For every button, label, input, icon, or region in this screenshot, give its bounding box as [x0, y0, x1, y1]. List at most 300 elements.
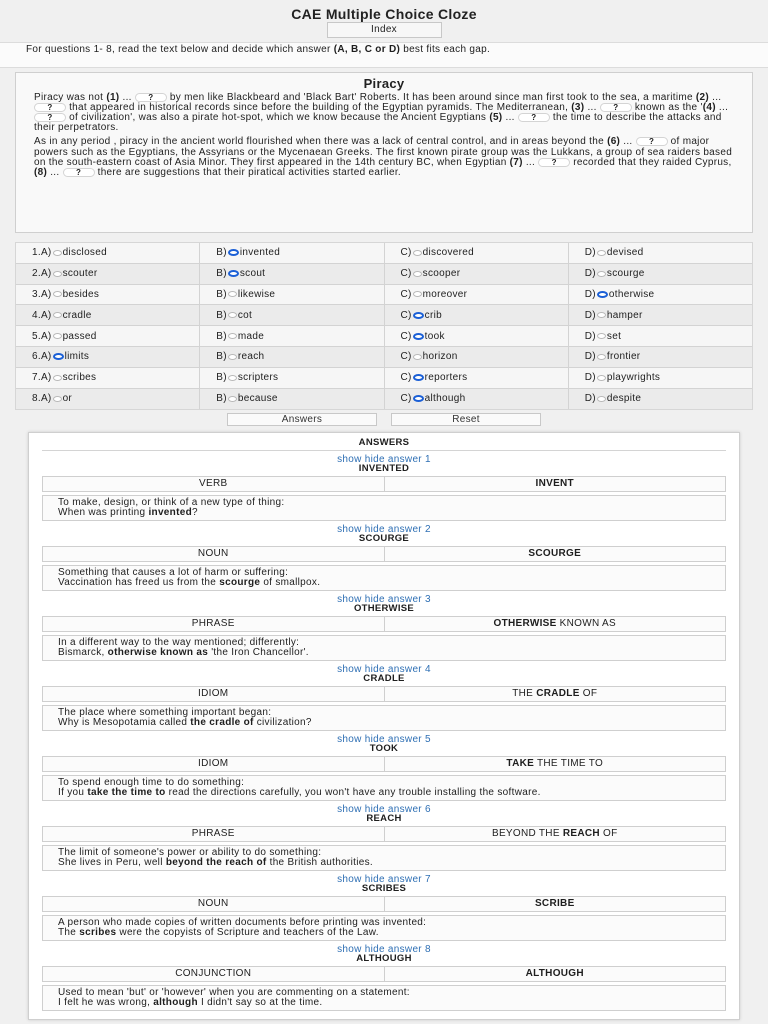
answer-word: CRADLE [363, 673, 405, 685]
answers-button[interactable]: Answers [227, 413, 377, 426]
text-segment: I felt he was wrong, [58, 997, 154, 1009]
option-letter: B) [216, 268, 227, 280]
radio-icon[interactable] [228, 396, 237, 402]
answer-block [42, 525, 726, 591]
option-cell[interactable] [385, 389, 569, 410]
bold-text: (3) [571, 102, 585, 114]
word-type: NOUN [42, 896, 385, 912]
option-label: invented [239, 247, 281, 259]
text-segment: She lives in Peru, well [58, 857, 166, 869]
option-label: scouter [62, 268, 98, 280]
option-letter: A) [40, 372, 52, 384]
passage-title: Piracy [363, 76, 405, 91]
bold-text: (5) [489, 112, 503, 124]
show-hide-answer-link[interactable]: show hide answer 2 [337, 524, 431, 536]
option-letter: B) [216, 247, 227, 259]
answer-word: SCOURGE [358, 533, 410, 545]
option-label: devised [606, 247, 644, 259]
answer-type-row [42, 476, 726, 492]
text-segment: Bismarck, [58, 647, 108, 659]
bold-text: invented [148, 507, 192, 519]
question-row [16, 243, 752, 264]
option-label: scooper [422, 268, 461, 280]
word-type: NOUN [42, 546, 385, 562]
bold-text: INVENT [535, 478, 574, 490]
text-segment: If you [58, 787, 88, 799]
word-form [385, 896, 727, 912]
question-number: 1. [32, 247, 41, 259]
word-type: IDIOM [42, 686, 385, 702]
option-label: despite [606, 393, 642, 405]
question-number: 4. [32, 309, 41, 321]
radio-icon[interactable] [413, 354, 422, 360]
option-letter: B) [216, 351, 227, 363]
option-cell[interactable] [16, 305, 200, 325]
option-letter: B) [216, 309, 227, 321]
option-label: cradle [62, 309, 92, 321]
answer-block [42, 455, 726, 521]
word-form [385, 476, 727, 492]
answer-type-row [42, 686, 726, 702]
text-segment: ... [119, 92, 135, 104]
option-cell[interactable] [200, 243, 384, 263]
definition-box [42, 495, 726, 521]
answer-block [42, 735, 726, 801]
option-label: besides [62, 288, 100, 300]
radio-icon[interactable] [53, 271, 62, 277]
show-hide-answer-link[interactable]: show hide answer 8 [337, 944, 431, 956]
radio-icon[interactable] [413, 395, 424, 402]
radio-icon[interactable] [413, 333, 424, 340]
bold-text: (7) [509, 156, 523, 168]
question-row [16, 326, 752, 347]
text-segment: there are suggestions that their piratical activities started earlier. [94, 166, 401, 178]
bold-text: beyond the reach of [165, 857, 267, 869]
option-cell[interactable] [385, 264, 569, 284]
word-type: PHRASE [42, 616, 385, 632]
definition-box [42, 985, 726, 1011]
text-segment: of major powers such as the Egyptians, the Assyrians or the Mycenaean Greeks. The first known pirate group was the Lukkans, a group of sea raiders based on the south-eastern coast of Asia Minor. They first appeared in the 14th century BC, when Egyptian [34, 136, 733, 168]
bold-text: ALTHOUGH [525, 968, 584, 980]
example-sentence [58, 998, 710, 1008]
definition-box [42, 565, 726, 591]
option-label: likewise [237, 288, 276, 300]
bold-text: the cradle of [190, 717, 254, 729]
option-cell[interactable] [385, 347, 569, 367]
option-label: scout [239, 268, 266, 280]
option-letter: C) [400, 268, 412, 280]
radio-icon[interactable] [53, 250, 62, 256]
bold-text: (2) [695, 92, 710, 104]
option-cell[interactable] [569, 326, 752, 346]
option-label: because [237, 393, 278, 405]
answers-panel [28, 432, 740, 1020]
option-label: took [424, 330, 445, 342]
radio-icon[interactable] [53, 312, 62, 318]
text-segment: Why is Mesopotamia called [58, 717, 191, 729]
answer-type-row [42, 756, 726, 772]
gap-input[interactable]: ? [636, 137, 668, 146]
question-number: 2. [32, 268, 41, 280]
question-row [16, 305, 752, 326]
option-letter: A) [40, 268, 52, 280]
option-cell[interactable] [569, 264, 752, 284]
option-letter: B) [216, 330, 227, 342]
option-cell[interactable] [569, 243, 752, 263]
option-cell[interactable] [16, 243, 200, 263]
text-segment: recorded that they raided Cyprus, [570, 156, 732, 168]
option-letter: C) [400, 330, 412, 342]
option-letter: A) [40, 309, 52, 321]
radio-icon[interactable] [597, 271, 606, 277]
radio-icon[interactable] [53, 353, 64, 360]
option-letter: B) [216, 393, 227, 405]
option-cell[interactable] [385, 368, 569, 388]
radio-icon[interactable] [228, 270, 239, 277]
option-letter: D) [584, 247, 596, 259]
definition-box [42, 845, 726, 871]
option-cell[interactable] [16, 347, 200, 367]
text-segment: ... [522, 156, 539, 168]
option-label: reporters [424, 372, 468, 384]
option-letter: A) [40, 330, 52, 342]
option-letter: D) [584, 372, 596, 384]
option-cell[interactable] [385, 305, 569, 325]
bold-text: scourge [219, 577, 261, 589]
option-letter: C) [400, 247, 412, 259]
option-cell[interactable] [200, 347, 384, 367]
option-letter: C) [400, 372, 412, 384]
option-label: otherwise [608, 288, 655, 300]
reset-button[interactable]: Reset [391, 413, 541, 426]
radio-icon[interactable] [597, 250, 606, 256]
word-form [385, 546, 727, 562]
show-hide-answer-link[interactable]: show hide answer 6 [337, 804, 431, 816]
option-cell[interactable] [16, 264, 200, 284]
option-letter: C) [400, 393, 412, 405]
answer-word: OTHERWISE [353, 603, 415, 615]
text-segment: civilization? [253, 717, 312, 729]
bold-text: otherwise known as [107, 647, 209, 659]
option-cell[interactable] [569, 347, 752, 367]
text-segment: Vaccination has freed us from the [58, 577, 220, 589]
question-row [16, 285, 752, 306]
radio-icon[interactable] [53, 333, 62, 339]
radio-icon[interactable] [228, 291, 237, 297]
index-button[interactable]: Index [327, 22, 442, 38]
radio-icon[interactable] [228, 354, 237, 360]
example-sentence [58, 858, 710, 868]
question-row [16, 264, 752, 285]
option-cell[interactable] [385, 243, 569, 263]
definition-text: To spend enough time to do something: [58, 777, 245, 789]
answer-block [42, 945, 726, 1011]
question-number: 6. [32, 351, 41, 363]
option-cell[interactable] [385, 326, 569, 346]
answer-type-row [42, 826, 726, 842]
bold-text: (6) [607, 136, 621, 148]
option-label: reach [237, 351, 265, 363]
text-segment: ... [584, 102, 600, 114]
text-segment: ... [709, 92, 722, 104]
definition-box [42, 705, 726, 731]
option-cell[interactable] [200, 368, 384, 388]
option-label: set [606, 330, 622, 342]
answer-block [42, 665, 726, 731]
option-letter: C) [400, 309, 412, 321]
show-hide-answer-link[interactable]: show hide answer 4 [337, 664, 431, 676]
answer-word: REACH [366, 813, 402, 825]
option-cell[interactable] [569, 285, 752, 305]
option-label: scripters [237, 372, 279, 384]
answer-type-row [42, 546, 726, 562]
text-segment: by men like Blackbeard and 'Black Bart' Roberts. It has been around since man first took to the sea, a maritime [166, 92, 696, 104]
text-segment: KNOWN AS [556, 618, 616, 630]
option-cell[interactable] [200, 264, 384, 284]
radio-icon[interactable] [597, 312, 606, 318]
option-label: scribes [62, 372, 97, 384]
radio-icon[interactable] [53, 291, 62, 297]
gap-input[interactable]: ? [34, 113, 66, 122]
text-segment: ... [502, 112, 518, 124]
radio-icon[interactable] [228, 312, 237, 318]
example-sentence [58, 718, 710, 728]
bold-text: although [153, 997, 198, 1009]
example-sentence [58, 648, 710, 658]
bold-text: SCRIBE [534, 898, 575, 910]
option-label: passed [62, 330, 97, 342]
text-segment: that appeared in historical records since before the building of the Egyptian pyramids. The Mediterranean, [66, 102, 572, 114]
radio-icon[interactable] [228, 333, 237, 339]
bold-text: TAKE [506, 758, 535, 770]
option-cell[interactable] [569, 389, 752, 410]
radio-icon[interactable] [597, 396, 606, 402]
answer-block [42, 805, 726, 871]
option-cell[interactable] [200, 285, 384, 305]
radio-icon[interactable] [597, 291, 608, 298]
text-segment: known as the ' [631, 102, 703, 114]
gap-input[interactable]: ? [600, 103, 632, 112]
answer-type-row [42, 896, 726, 912]
text-segment: the time to describe the attacks and their perpetrators. [34, 112, 722, 134]
word-form [385, 616, 727, 632]
option-letter: C) [400, 351, 412, 363]
instructions-text-end: best fits each gap. [400, 44, 491, 55]
option-letter: A) [40, 393, 52, 405]
gap-input[interactable]: ? [135, 93, 167, 102]
question-number: 7. [32, 372, 41, 384]
option-label: horizon [422, 351, 458, 363]
radio-icon[interactable] [413, 312, 424, 319]
text-segment: Piracy was not [34, 92, 107, 104]
instructions-text: For questions 1- 8, read the text below and decide which answer [26, 44, 334, 55]
option-cell[interactable] [200, 305, 384, 325]
word-type: PHRASE [42, 826, 385, 842]
option-cell[interactable] [385, 285, 569, 305]
text-segment: I didn't say so at the time. [197, 997, 323, 1009]
option-label: or [62, 393, 73, 405]
question-row [16, 368, 752, 389]
radio-icon[interactable] [53, 375, 62, 381]
option-label: made [237, 330, 265, 342]
option-letter: A) [40, 247, 52, 259]
text-segment: ... [47, 166, 63, 178]
option-letter: A) [40, 351, 52, 363]
text-segment: ? [191, 507, 198, 519]
definition-text: A person who made copies of written documents before printing was invented: [58, 917, 427, 929]
definition-text: To make, design, or think of a new type of thing: [58, 497, 285, 509]
radio-icon[interactable] [228, 375, 237, 381]
text-segment: 'the Iron Chancellor'. [208, 647, 309, 659]
text-segment: ... [715, 102, 729, 114]
option-letter: A) [40, 288, 52, 300]
page-title: CAE Multiple Choice Cloze [291, 6, 477, 22]
option-letter: D) [584, 309, 596, 321]
answer-word: TOOK [369, 743, 399, 755]
option-label: crib [424, 309, 442, 321]
bold-text: scribes [79, 927, 117, 939]
radio-icon[interactable] [413, 250, 422, 256]
option-cell[interactable] [16, 389, 200, 410]
text-segment: THE [512, 688, 537, 700]
passage-panel [15, 72, 753, 233]
passage-paragraph-1 [34, 93, 734, 133]
option-cell[interactable] [569, 368, 752, 388]
text-segment: of smallpox. [260, 577, 321, 589]
definition-text: Something that causes a lot of harm or suffering: [58, 567, 289, 579]
option-label: frontier [606, 351, 641, 363]
example-sentence [58, 578, 710, 588]
show-hide-answer-link[interactable]: show hide answer 7 [337, 874, 431, 886]
answer-word: ALTHOUGH [356, 953, 412, 965]
example-sentence [58, 928, 710, 938]
option-cell[interactable] [16, 368, 200, 388]
option-letter: D) [584, 268, 596, 280]
bold-text: (8) [34, 166, 48, 178]
definition-text: The limit of someone's power or ability to do something: [58, 847, 322, 859]
word-type: CONJUNCTION [42, 966, 385, 982]
option-label: playwrights [606, 372, 661, 384]
question-row [16, 347, 752, 368]
gap-input[interactable]: ? [538, 158, 570, 167]
radio-icon[interactable] [413, 271, 422, 277]
text-segment: When was printing [58, 507, 149, 519]
option-letter: C) [400, 288, 412, 300]
text-segment: ... [620, 136, 636, 148]
word-form [385, 966, 727, 982]
instructions-bold: (A, B, C or D) [333, 44, 401, 55]
show-hide-answer-link[interactable]: show hide answer 3 [337, 594, 431, 606]
answer-block [42, 875, 726, 941]
option-cell[interactable] [569, 305, 752, 325]
question-number: 5. [32, 330, 41, 342]
text-segment: The [58, 927, 80, 939]
gap-input[interactable]: ? [63, 168, 95, 177]
word-form [385, 686, 727, 702]
text-segment: BEYOND THE [491, 828, 563, 840]
show-hide-answer-link[interactable]: show hide answer 5 [337, 734, 431, 746]
option-label: hamper [606, 309, 643, 321]
word-type: IDIOM [42, 756, 385, 772]
option-letter: D) [584, 393, 596, 405]
bold-text: CRADLE [536, 688, 580, 700]
option-letter: B) [216, 372, 227, 384]
option-cell[interactable] [200, 389, 384, 410]
option-label: disclosed [62, 247, 107, 259]
text-segment: THE TIME TO [534, 758, 604, 770]
answer-type-row [42, 966, 726, 982]
option-label: discovered [422, 247, 475, 259]
answer-word: SCRIBES [361, 883, 407, 895]
text-segment: OF [599, 828, 618, 840]
radio-icon[interactable] [597, 354, 606, 360]
definition-text: In a different way to the way mentioned; differently: [58, 637, 300, 649]
text-segment: the British authorities. [266, 857, 373, 869]
bold-text: OTHERWISE [493, 618, 557, 630]
text-segment: As in any period , piracy in the ancient world flourished when there was a lack of central control, and in areas beyond the [34, 136, 608, 148]
question-row [16, 389, 752, 410]
action-buttons [0, 413, 768, 426]
definition-box [42, 775, 726, 801]
text-segment: read the directions carefully, you won't have any trouble installing the software. [165, 787, 541, 799]
answers-list [42, 455, 726, 1011]
radio-icon[interactable] [53, 396, 62, 402]
answer-block [42, 595, 726, 661]
radio-icon[interactable] [413, 374, 424, 381]
bold-text: REACH [562, 828, 600, 840]
option-cell[interactable] [200, 326, 384, 346]
radio-icon[interactable] [413, 291, 422, 297]
option-cell[interactable] [16, 285, 200, 305]
option-letter: D) [584, 288, 596, 300]
answer-type-row [42, 616, 726, 632]
option-label: scourge [606, 268, 645, 280]
radio-icon[interactable] [597, 333, 606, 339]
option-label: although [424, 393, 466, 405]
definition-text: The place where something important began: [58, 707, 272, 719]
option-label: limits [64, 351, 90, 363]
bold-text: take the time to [87, 787, 166, 799]
definition-box [42, 915, 726, 941]
passage-paragraph-2 [34, 137, 734, 177]
option-letter: D) [584, 351, 596, 363]
radio-icon[interactable] [597, 375, 606, 381]
options-grid [15, 242, 753, 410]
word-form [385, 826, 727, 842]
option-letter: D) [584, 330, 596, 342]
show-hide-answer-link[interactable]: show hide answer 1 [337, 454, 431, 466]
option-label: cot [237, 309, 253, 321]
definition-text: Used to mean 'but' or 'however' when you are commenting on a statement: [58, 987, 410, 999]
gap-input[interactable]: ? [518, 113, 550, 122]
option-label: moreover [422, 288, 468, 300]
radio-icon[interactable] [228, 249, 239, 256]
gap-input[interactable]: ? [34, 103, 66, 112]
bold-text: SCOURGE [528, 548, 582, 560]
option-letter: B) [216, 288, 227, 300]
bold-text: (1) [106, 92, 120, 104]
question-number: 3. [32, 288, 41, 300]
text-segment: were the copyists of Scripture and teachers of the Law. [116, 927, 379, 939]
option-cell[interactable] [16, 326, 200, 346]
instructions [0, 42, 768, 68]
question-number: 8. [32, 393, 41, 405]
text-segment: OF [579, 688, 598, 700]
definition-box [42, 635, 726, 661]
word-type: VERB [42, 476, 385, 492]
example-sentence [58, 508, 710, 518]
word-form [385, 756, 727, 772]
